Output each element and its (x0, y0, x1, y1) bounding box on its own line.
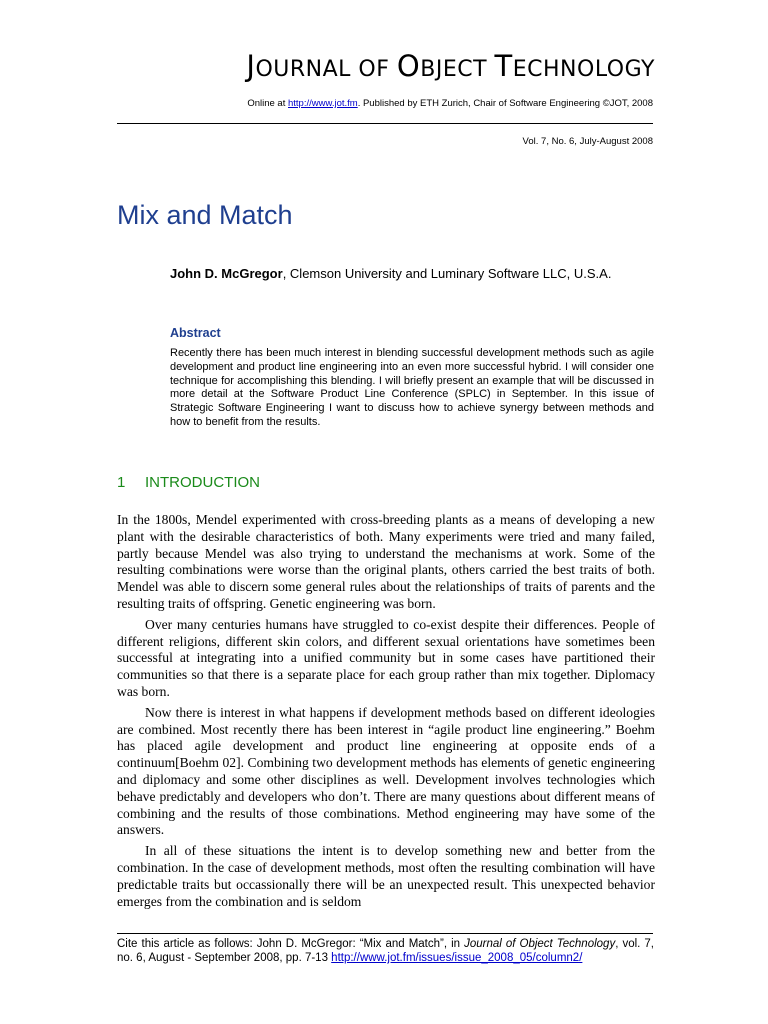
journal-title-segment: ECHNOLOGY (512, 57, 655, 82)
abstract-text: Recently there has been much interest in blending successful development methods such as agile development and product line engineering into an even more successful hybrid. I will consider one technique for accomplishing this blending. I will briefly present an example that will be discussed in more detail at the Software Product Line Conference (SPLC) in September. In this issue of Strategic Software Engineering I want to discuss how to achieve synergy between methods and how to benefit from the results. (170, 347, 654, 428)
volume-info: Vol. 7, No. 6, July-August 2008 (522, 136, 653, 147)
body-text (117, 512, 655, 930)
section-title: INTRODUCTION (145, 474, 260, 491)
citation-details: , vol. 7, no. 6, August - September 2008, pp. 7-13 (117, 938, 654, 964)
header-divider (117, 123, 653, 124)
journal-title-segment: T (494, 49, 513, 83)
citation-journal: Journal of Object Technology (464, 938, 616, 950)
abstract-heading: Abstract (170, 326, 221, 340)
body-paragraph: In all of these situations the intent is to develop something new and better from the combination. In the case of development methods, most often the resulting combination will have predictable traits but occassionally there will be an unexpected result. This unexpected behavior emerges from the combination and is seldom (117, 843, 655, 909)
journal-title-segment: OURNAL OF (255, 57, 397, 82)
online-prefix: Online at (247, 98, 288, 109)
footer-divider (117, 933, 653, 934)
journal-title-segment: J (246, 49, 256, 83)
journal-website-link[interactable]: http://www.jot.fm (288, 98, 358, 109)
author-name: John D. McGregor (170, 266, 283, 281)
journal-title-segment: BJECT (420, 57, 495, 82)
citation-note (117, 937, 654, 965)
section-heading (117, 474, 260, 491)
citation-prefix: Cite this article as follows: John D. McGregor: “Mix and Match”, in (117, 938, 465, 950)
section-number: 1 (117, 474, 126, 491)
body-paragraph: Now there is interest in what happens if development methods based on different ideologies are combined. Most recently there has been interest in “agile product line engineering.” Boehm has placed agile development and product line engineering at opposite ends of a continuum[Boehm 02]. Combining two development methods has elements of genetic engineering and diplomacy and some other disciplines as well. Development involves technologies which behave predictably and developers who don’t. There are many questions about different means of combining and the results of those combinations. Method engineering may have some of the answers. (117, 704, 655, 838)
author-block (170, 266, 640, 282)
journal-title-segment: O (396, 49, 421, 83)
citation-link[interactable]: http://www.jot.fm/issues/issue_2008_05/column2/ (331, 952, 583, 964)
author-affiliation: , Clemson University and Luminary Software LLC, U.S.A. (282, 266, 612, 281)
body-paragraph: In the 1800s, Mendel experimented with cross-breeding plants as a means of developing a new plant with the desirable characteristics of both. Many experiments were tried and many failed, partly because Mendel was also trying to understand the mechanisms at work. Some of the resulting combinations were worse than the original plants, others carried the best traits of both. Mendel was able to discern some general rules about the relationships of traits of parents and the resulting traits of offspring. Genetic engineering was born. (117, 512, 655, 611)
body-paragraph: Over many centuries humans have struggled to co-exist despite their differences. People of different religions, different skin colors, and different sexual orientations have sometimes been successful at integrating into a unified community but in some cases have partitioned their communities so that there is a separate place for each group rather than mix together. Diplomacy was born. (117, 616, 655, 699)
journal-title (117, 46, 655, 90)
publisher-info: . Published by ETH Zurich, Chair of Software Engineering ©JOT, 2008 (357, 98, 653, 109)
paper-title: Mix and Match (117, 200, 293, 230)
publication-line (117, 98, 653, 109)
